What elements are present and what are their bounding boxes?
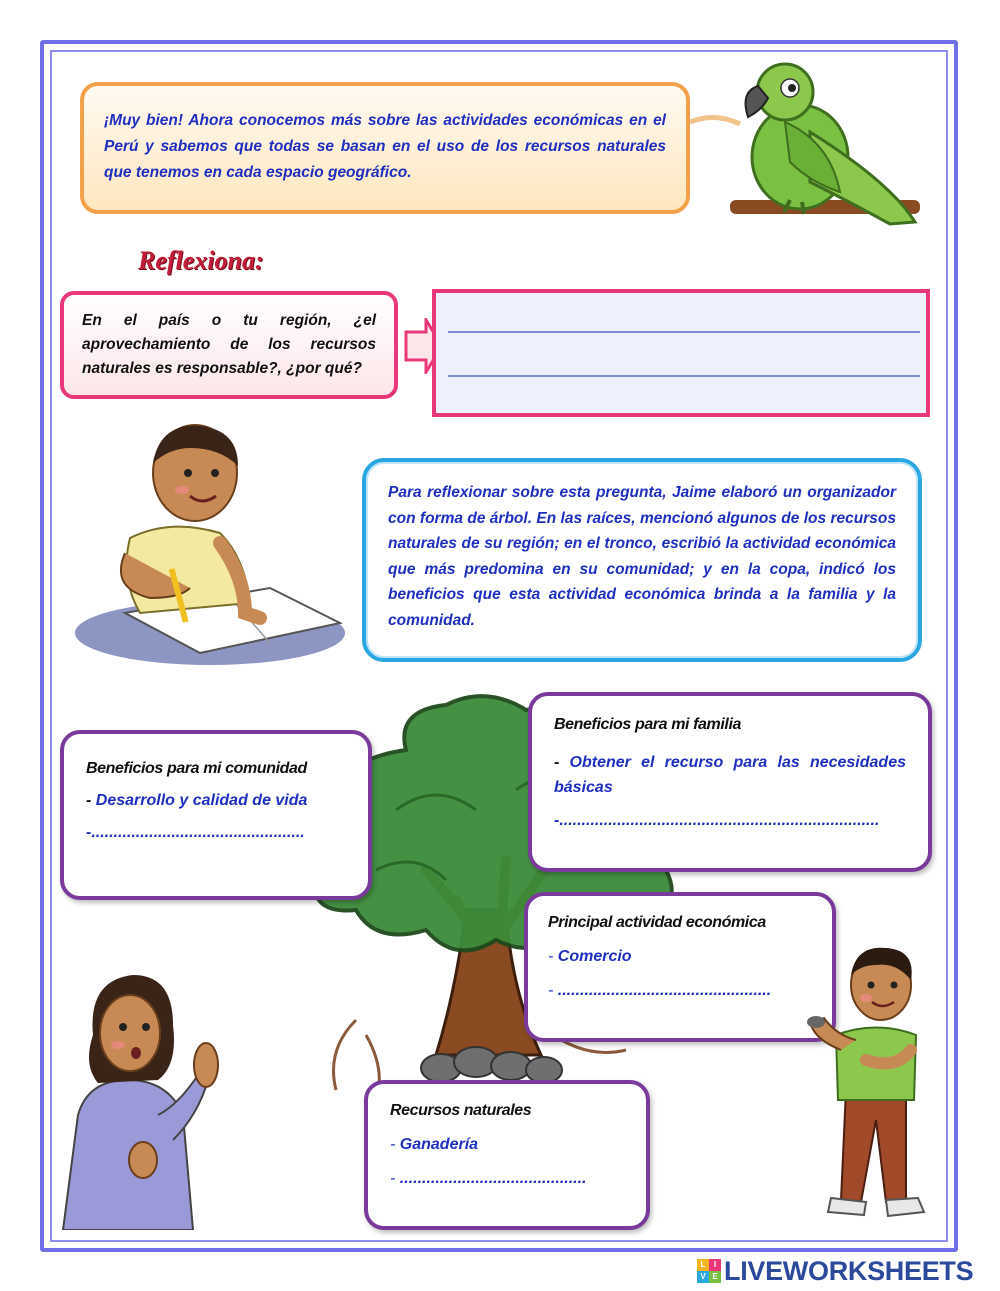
logo-letter-i: I — [709, 1259, 721, 1271]
card-comunidad-item-prefix: - — [86, 792, 96, 809]
card-recursos-title: Recursos naturales — [390, 1102, 532, 1119]
intro-speech-bubble — [80, 82, 690, 214]
logo-letter-l: L — [697, 1259, 709, 1271]
liveworksheets-wordmark: LIVEWORKSHEETS — [724, 1255, 974, 1286]
intro-text: ¡Muy bien! Ahora conocemos más sobre las actividades económicas en el Perú y sabemos que todas se basan en el uso de los recursos naturales que tenemos en cada espacio geográfico. — [104, 112, 666, 181]
card-comunidad-item-row — [86, 792, 346, 810]
card-actividad-blank-prefix: - — [548, 982, 558, 999]
reflexiona-heading: Reflexiona: — [138, 246, 264, 275]
card-actividad-item-prefix: - — [548, 948, 558, 965]
answer-line-1[interactable] — [448, 331, 920, 333]
reflexiona-question: En el país o tu región, ¿el aprovechamiento de los recursos naturales es responsable?, ¿por qué? — [82, 312, 376, 377]
liveworksheets-brand — [697, 1254, 973, 1288]
info-box — [362, 458, 922, 662]
card-recursos-naturales — [364, 1080, 650, 1230]
girl-illustration — [58, 965, 238, 1230]
boy-writing-illustration — [70, 418, 360, 668]
logo-letter-e: E — [709, 1271, 721, 1283]
card-comunidad-blank[interactable]: -................................................ — [86, 824, 305, 841]
card-comunidad-title: Beneficios para mi comunidad — [86, 760, 307, 777]
card-familia-item-prefix: - — [554, 754, 570, 771]
card-beneficios-familia — [528, 692, 932, 872]
card-recursos-blank-prefix: - — [390, 1170, 400, 1187]
card-recursos-item: Ganadería — [399, 1136, 479, 1153]
card-actividad-title: Principal actividad económica — [548, 914, 766, 931]
card-beneficios-comunidad — [60, 730, 372, 900]
card-actividad-item-row — [548, 948, 812, 966]
parrot-illustration — [690, 62, 930, 232]
card-recursos-blank-row[interactable] — [390, 1170, 624, 1188]
card-familia-title: Beneficios para mi familia — [554, 716, 742, 733]
info-text: Para reflexionar sobre esta pregunta, Jaime elaboró un organizador con forma de árbol. En las raíces, mencionó algunos de los recursos naturales de su región; en el tronco, escribió la actividad económica que más predomina en su comunidad; y en la copa, indicó los beneficios que esta actividad económica brinda a la familia y la comunidad. — [388, 484, 896, 629]
card-actividad-blank[interactable]: ................................................ — [557, 982, 772, 999]
card-recursos-blank[interactable]: .......................................... — [399, 1170, 587, 1187]
card-familia-item: Obtener el recurso para las necesidades básicas — [554, 754, 906, 796]
card-familia-item-row — [554, 750, 906, 800]
answer-line-2[interactable] — [448, 375, 920, 377]
card-familia-blank[interactable]: -........................................................................ — [554, 812, 880, 829]
liveworksheets-logo-icon — [697, 1259, 721, 1283]
card-recursos-item-prefix: - — [390, 1136, 400, 1153]
answer-box[interactable] — [432, 289, 930, 417]
card-actividad-item: Comercio — [557, 948, 632, 965]
boy-standing-illustration — [806, 940, 946, 1240]
card-actividad-blank-row[interactable] — [548, 982, 812, 1000]
logo-letter-v: V — [697, 1271, 709, 1283]
card-comunidad-item: Desarrollo y calidad de vida — [95, 792, 308, 809]
reflexiona-question-box — [60, 291, 398, 399]
card-actividad-economica — [524, 892, 836, 1042]
card-recursos-item-row — [390, 1136, 624, 1154]
